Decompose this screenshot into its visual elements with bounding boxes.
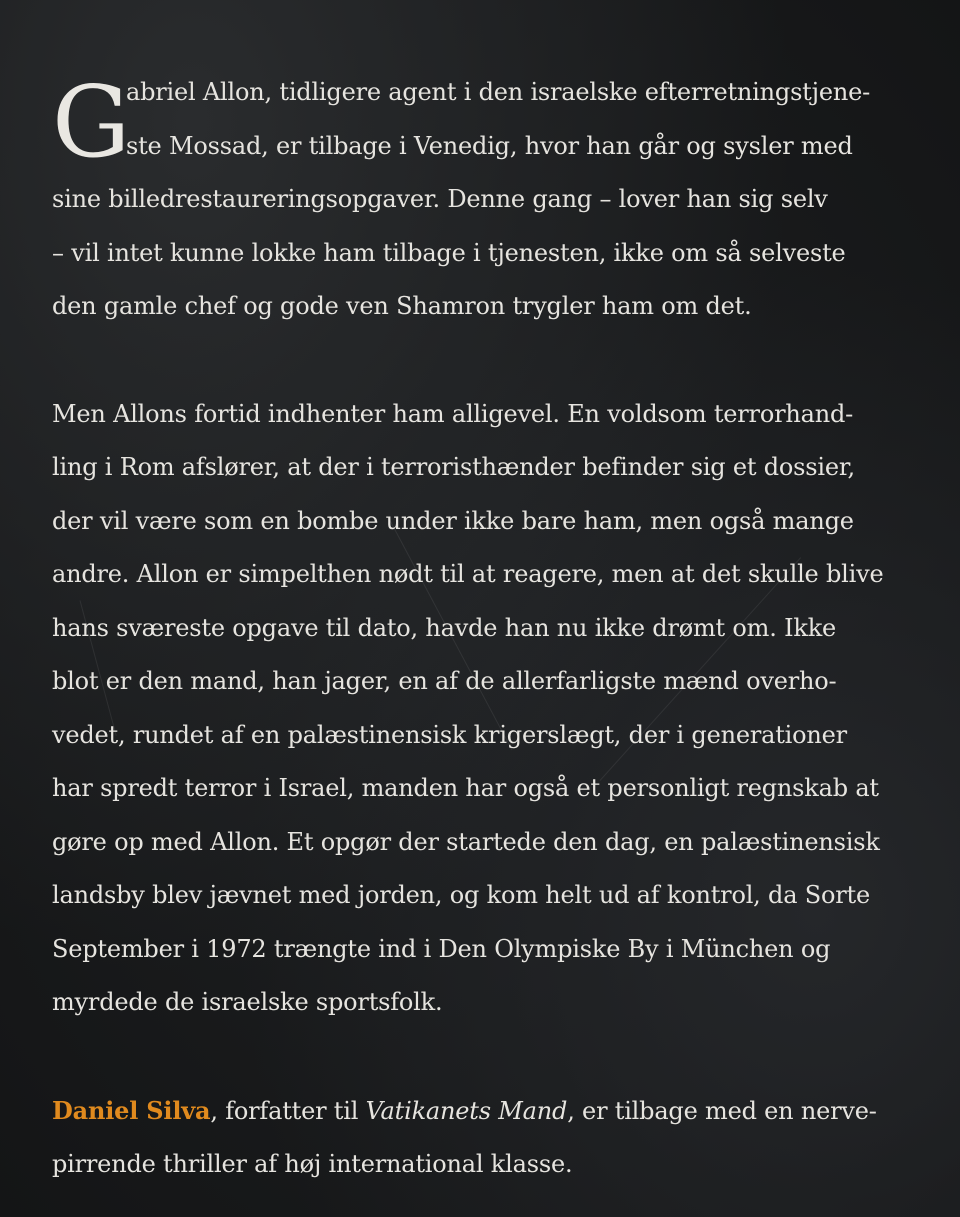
book-title: Vatikanets Mand: [365, 1096, 568, 1125]
text-line: – vil intet kunne lokke ham tilbage i tjenesten, ikke om så selveste: [52, 238, 846, 267]
text-line: andre. Allon er simpelthen nødt til at reagere, men at det skulle blive: [52, 560, 884, 588]
drop-cap: G: [52, 66, 131, 180]
text-line: ste Mossad, er tilbage i Venedig, hvor han går og sysler med: [126, 131, 853, 160]
author-paragraph: [52, 1084, 912, 1192]
plot-paragraph: [52, 388, 912, 1030]
text-line: hans sværeste opgave til dato, havde han nu ikke drømt om. Ikke: [52, 613, 837, 642]
text-line: der vil være som en bombe under ikke bare ham, men også mange: [52, 506, 854, 535]
back-cover-text: [52, 66, 912, 1192]
text-line: sine billedrestaureringsopgaver. Denne gang – lover han sig selv: [52, 185, 828, 213]
intro-paragraph: [52, 66, 912, 334]
text-line: vedet, rundet af en palæstinensisk krigerslægt, der i generationer: [52, 720, 847, 749]
text-line: September i 1972 trængte ind i Den Olympiske By i München og: [52, 934, 831, 963]
text-line: [52, 1084, 912, 1139]
author-name: Daniel Silva: [52, 1095, 211, 1125]
text-fragment: , er tilbage med en nerve-: [567, 1096, 877, 1125]
text-line: landsby blev jævnet med jorden, og kom helt ud af kontrol, da Sorte: [52, 881, 870, 909]
text-line: den gamle chef og gode ven Shamron trygler ham om det.: [52, 292, 752, 320]
text-line: blot er den mand, han jager, en af de allerfarligste mænd overho-: [52, 667, 837, 695]
text-line: ling i Rom afslører, at der i terroristhænder befinder sig et dossier,: [52, 453, 855, 481]
text-line: gøre op med Allon. Et opgør der startede den dag, en palæstinensisk: [52, 827, 880, 856]
text-line: Men Allons fortid indhenter ham alligevel. En voldsom terrorhand-: [52, 399, 854, 428]
text-line: pirrende thriller af høj international klasse.: [52, 1150, 573, 1178]
text-line: myrdede de israelske sportsfolk.: [52, 988, 443, 1016]
text-fragment: , forfatter til: [210, 1096, 366, 1125]
text-line: har spredt terror i Israel, manden har også et personligt regnskab at: [52, 774, 879, 802]
text-line: abriel Allon, tidligere agent i den israelske efterretningstjene-: [126, 78, 871, 106]
